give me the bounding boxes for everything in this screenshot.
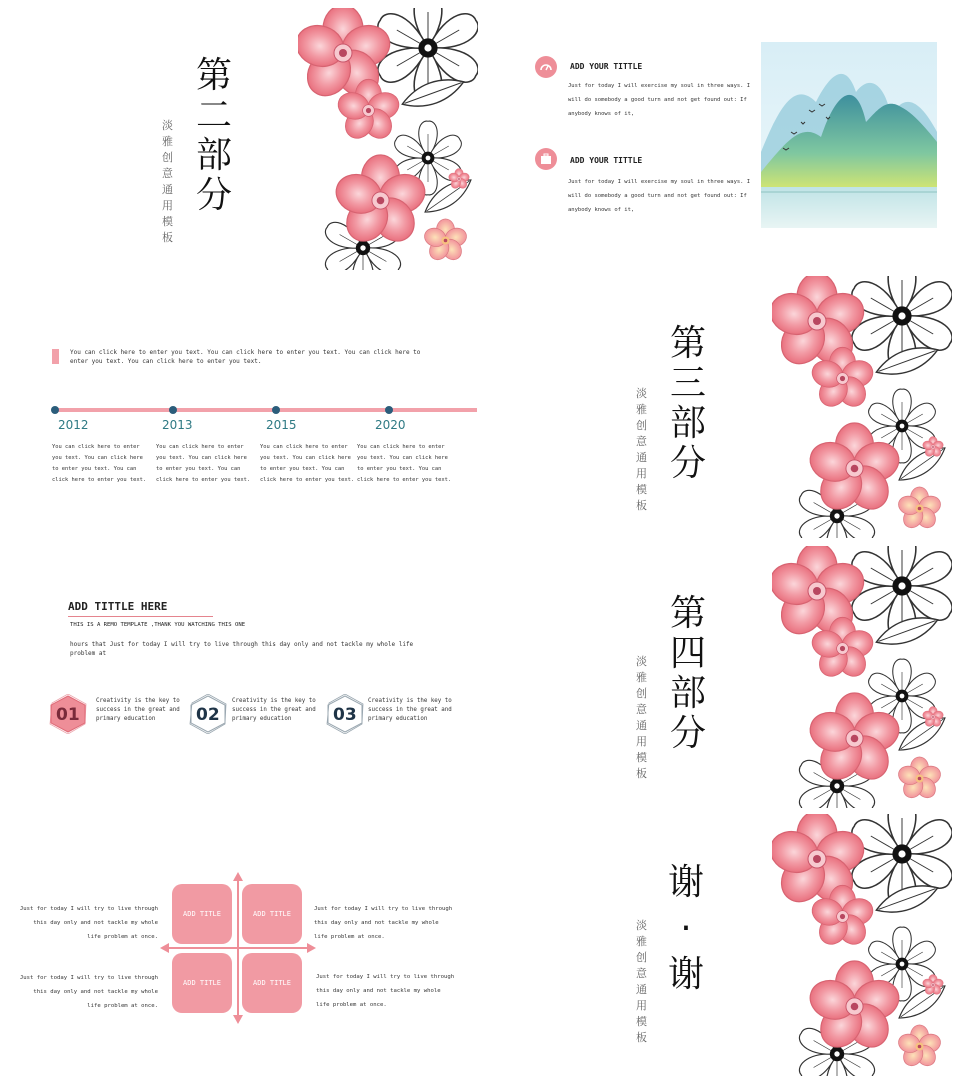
slide-timeline [0,272,480,544]
title-char: 第 [195,55,232,96]
box-label: ADD TITLE [183,910,221,918]
flower-illustration [772,276,952,538]
timeline-dot [169,406,177,414]
timeline-dot [385,406,393,414]
speedometer-icon [535,56,557,78]
section-title: 第 四 部 分 [669,593,706,754]
year-label: 2012 [58,418,89,432]
section-subtitle: 淡 雅 创 意 通 用 模 板 [636,387,648,512]
slide-section-three [480,272,960,544]
section-title [194,56,234,216]
year-text: You can click here to enter you text. You can click here to enter you text. You can click here to enter you text. [156,444,251,483]
slide-section-two [0,0,480,272]
step-number: 02 [196,705,220,725]
section-title: 谢 · 谢 [667,862,704,995]
step-number: 01 [56,705,80,725]
heading: ADD TITTLE HERE [68,600,168,613]
box-label: ADD TITLE [253,910,291,918]
section-subtitle: 淡 雅 创 意 通 用 模 板 [636,655,648,780]
left-text-block: Just for today I will try to live through this day only and not tackle my whole life problem at once. [19,975,158,1009]
left-text-block: Just for today I will try to live through this day only and not tackle my whole life problem at once. [19,906,158,940]
year-label: 2013 [162,418,193,432]
item-title: ADD YOUR TITTLE [570,156,643,165]
flower-illustration [772,814,952,1076]
slide-steps [0,544,480,814]
title-char: 分 [195,175,232,216]
heading-underline [68,616,213,617]
item-text: Just for today I will exercise my soul in three ways. I will do somebody a good turn and not get found out: If anybody knows of it, [568,83,751,117]
year-text: You can click here to enter you text. You can click here to enter you text. You can click here to enter you text. [52,444,147,483]
subheading: THIS IS A REMO TEMPLATE ,THANK YOU WATCHING THIS ONE [70,622,246,628]
step-text: Creativity is the key to success in the great and primary education [232,698,316,722]
item-text: Just for today I will exercise my soul in three ways. I will do somebody a good turn and not get found out: If anybody knows of it, [568,179,751,213]
section-title: 第 三 部 分 [669,323,706,484]
flower-illustration [298,8,478,270]
year-label: 2015 [266,418,297,432]
title-char: 二 [195,95,232,136]
step-text: Creativity is the key to success in the great and primary education [96,698,180,722]
briefcase-icon [535,148,557,170]
intro-text: You can click here to enter you text. You can click here to enter you text. You can click here to enter you text. You can click here to enter you text. [70,349,421,365]
slide-section-four [480,544,960,814]
year-text: You can click here to enter you text. You can click here to enter you text. You can click here to enter you text. [260,444,355,483]
right-text-block: Just for today I will try to live through this day only and not tackle my whole life problem at once. [316,974,455,1008]
year-label: 2020 [375,418,406,432]
section-subtitle: 淡 雅 创 意 通 用 模 板 [636,919,648,1044]
title-char: 部 [195,135,232,176]
timeline-dot [51,406,59,414]
slide-thanks [480,814,960,1084]
step-number: 03 [333,705,357,725]
section-subtitle: 淡 雅 创 意 通 用 模 板 [162,119,174,244]
timeline-dot [272,406,280,414]
step-text: Creativity is the key to success in the great and primary education [368,698,452,722]
timeline-line [55,408,477,412]
year-text: You can click here to enter you text. You can click here to enter you text. You can click here to enter you text. [357,444,452,483]
body-text: hours that Just for today I will try to live through this day only and not tackle my whole life problem at [70,641,414,657]
flower-illustration [772,546,952,808]
box-label: ADD TITLE [253,979,291,987]
slide-quad [0,814,480,1084]
box-label: ADD TITLE [183,979,221,987]
intro-accent-bar [52,349,59,364]
landscape-painting [761,42,937,228]
right-text-block: Just for today I will try to live through this day only and not tackle my whole life problem at once. [314,906,453,940]
slide-two-titles [480,0,960,272]
item-title: ADD YOUR TITTLE [570,62,643,71]
